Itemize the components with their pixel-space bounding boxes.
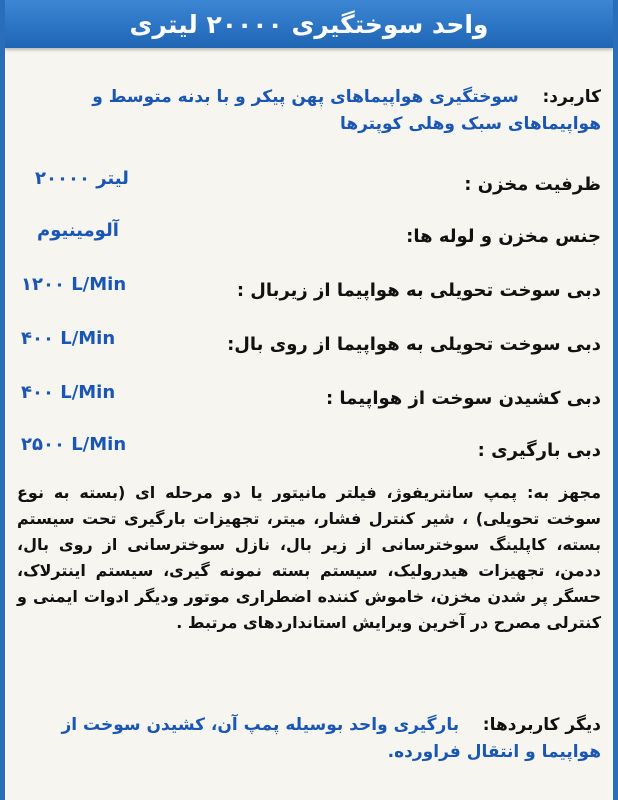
equipment-text: مجهز به: پمپ سانتریفوژ، فیلتر مانیتور یا دو مرحله ای (بسته به نوع سوخت تحویلی) ، شیر کنترل فشار، میتر، تجهیزات بارگیری تحت سیستم بسته، کاپلینگ سوخترسانی از زیر بال، نازل سوخترسانی از روی بال، ددمن، تجهیزات هیدرولیک، سیستم بسته نمونه گیری، سیستم اینترلاک، حسگر پر شدن مخزن، خاموش کننده اضطراری موتور وديگر ادوات ایمنی و کنترلی مصرح در آخرین ویرایش استانداردهای مرتبط .	[17, 483, 601, 632]
spec-value-overwing-flow: ۴۰۰ L/Min	[21, 328, 116, 349]
spec-label-underwing-flow: دبی سوخت تحویلی به هواپیما از زیربال :	[236, 280, 601, 301]
spec-label-overwing-flow: دبی سوخت تحویلی به هواپیما از روی بال:	[227, 334, 601, 355]
spec-value-material: آلومینیوم	[37, 220, 119, 241]
spec-value-underwing-flow: ۱۲۰۰ L/Min	[21, 274, 127, 295]
equipment-paragraph	[17, 480, 601, 636]
usage-text: سوختگیری هواپیماهای پهن پیکر و با بدنه متوسط و هواپیماهای سبک وهلی کوپترها	[92, 87, 601, 134]
spec-row-overwing-flow	[17, 328, 601, 364]
spec-row-defuel-flow	[17, 382, 601, 418]
other-uses-label: دیگر کاربردها:	[482, 715, 601, 735]
spec-row-material	[17, 220, 601, 256]
spec-value-defuel-flow: ۴۰۰ L/Min	[21, 382, 116, 403]
other-uses-text: بارگیری واحد بوسیله پمپ آن، کشیدن سوخت از هواپیما و انتقال فراورده.	[61, 715, 601, 762]
usage-paragraph	[17, 84, 601, 138]
spec-value-capacity: ۲۰۰۰۰ لیتر	[35, 168, 129, 189]
usage-label: کاربرد:	[542, 87, 601, 107]
spec-value-loading-flow: ۲۵۰۰ L/Min	[21, 434, 127, 455]
spec-content	[13, 62, 605, 800]
spec-label-defuel-flow: دبی کشیدن سوخت از هواپیما :	[325, 388, 601, 409]
page-title: واحد سوختگیری ۲۰۰۰۰ لیتری	[129, 9, 489, 39]
spec-row-underwing-flow	[17, 274, 601, 310]
spec-label-loading-flow: دبی بارگیری :	[477, 440, 601, 461]
spec-label-material: جنس مخزن و لوله ها:	[406, 226, 601, 247]
spec-row-capacity	[17, 168, 601, 204]
spec-row-loading-flow	[17, 434, 601, 470]
spec-label-capacity: ظرفیت مخزن :	[464, 174, 601, 195]
other-uses-paragraph	[17, 712, 601, 766]
header-bar	[5, 0, 613, 48]
